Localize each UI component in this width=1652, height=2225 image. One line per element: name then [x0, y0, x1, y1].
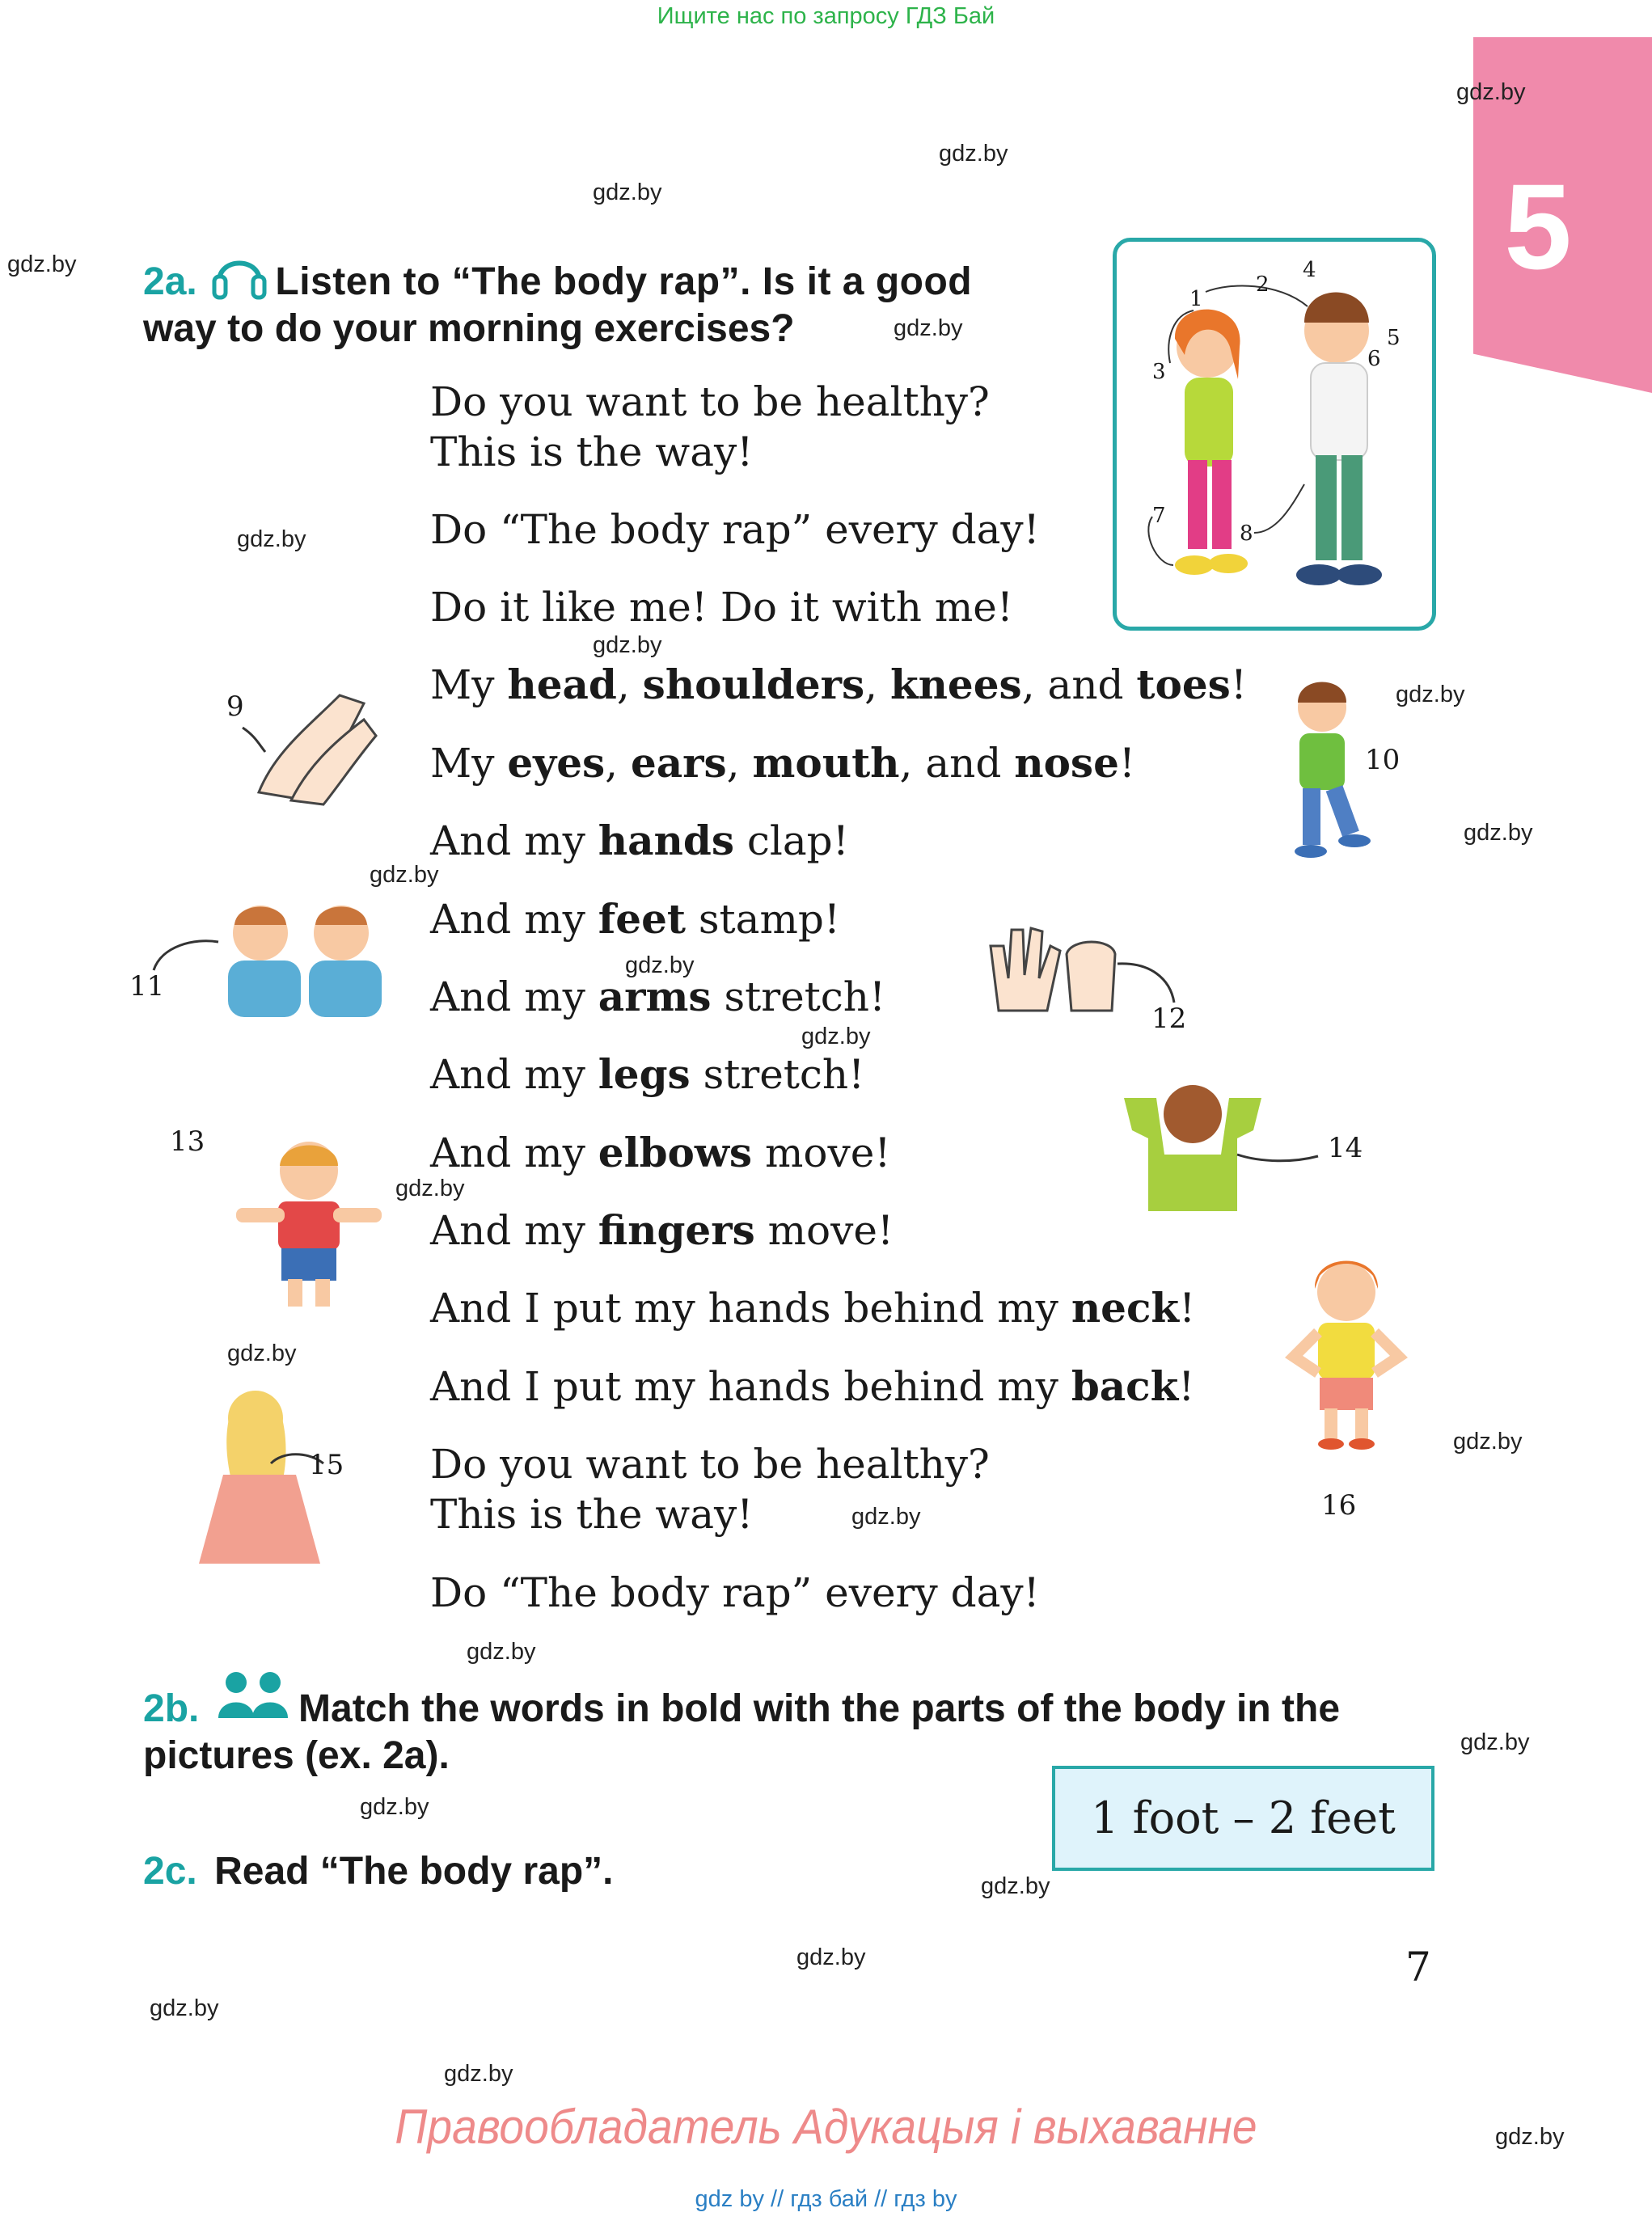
picture-number: 11	[129, 970, 165, 1003]
poem-line	[430, 377, 990, 427]
task-number: 2b.	[143, 1687, 200, 1730]
watermark: gdz.by	[1464, 820, 1533, 846]
kids-exercise-picture	[1113, 238, 1436, 631]
watermark: gdz.by	[150, 1995, 219, 2021]
poem-text: stretch!	[711, 973, 886, 1020]
task-2a-line2: way to do your morning exercises?	[143, 307, 795, 350]
poem-line	[430, 1128, 890, 1178]
poem-text: And my	[430, 973, 598, 1020]
rights-holder: Правообладатель Адукацыя і выхаванне	[395, 2100, 1257, 2154]
poem-text: This is the way!	[430, 1491, 754, 1538]
bold-body-part: shoulders	[642, 661, 865, 708]
poem-text: stretch!	[690, 1051, 865, 1098]
watermark: gdz.by	[395, 1176, 465, 1201]
bold-body-part: knees	[889, 661, 1022, 708]
pair-work-icon	[210, 1678, 288, 1726]
hand-and-fist-picture	[982, 922, 1128, 1019]
covering-ears-picture	[212, 893, 390, 1022]
watermark: gdz.by	[894, 315, 963, 341]
bold-body-part: toes	[1136, 661, 1231, 708]
poem-text: move!	[754, 1207, 894, 1254]
watermark: gdz.by	[7, 251, 77, 277]
poem-text: stamp!	[686, 896, 840, 943]
bold-body-part: eyes	[507, 739, 606, 787]
poem-text: This is the way!	[430, 429, 754, 475]
picture-number: 14	[1328, 1132, 1363, 1164]
watermark: gdz.by	[370, 862, 439, 888]
poem-text: Do it like me! Do it with me!	[430, 584, 1013, 631]
picture-number: 4	[1303, 258, 1316, 282]
poem-text: Do “The body rap” every day!	[430, 506, 1040, 553]
page-number: 7	[1405, 1944, 1431, 1991]
watermark: gdz.by	[593, 179, 662, 205]
bold-body-part: hands	[598, 817, 734, 864]
bold-body-part: fingers	[598, 1206, 755, 1254]
chapter-number: 5	[1504, 158, 1572, 294]
poem-text: And my	[430, 1207, 598, 1254]
poem-text: ,	[726, 740, 753, 787]
poem-text: My	[430, 661, 508, 708]
clapping-hands-picture	[243, 671, 388, 809]
watermark: gdz.by	[981, 1873, 1050, 1899]
poem-line	[430, 1362, 1194, 1412]
poem-text: ,	[605, 740, 631, 787]
poem-line	[430, 1049, 864, 1100]
elbows-boy-picture	[228, 1130, 390, 1316]
poem-text: , and	[899, 740, 1015, 787]
poem-line	[430, 816, 849, 866]
poem-text: And I put my hands behind my	[430, 1285, 1071, 1332]
poem-line	[430, 1489, 753, 1539]
picture-number: 9	[226, 690, 244, 723]
poem-text: And my	[430, 1051, 598, 1098]
picture-number: 6	[1367, 347, 1381, 371]
poem-text: My	[430, 740, 508, 787]
task-2a-line1: Listen to “The body rap”. Is it a good	[275, 260, 973, 303]
poem-text: And my	[430, 817, 598, 864]
bold-body-part: elbows	[598, 1129, 753, 1176]
picture-number: 16	[1321, 1489, 1357, 1522]
poem-text: ,	[616, 661, 643, 708]
arrow-icon	[1229, 1140, 1326, 1172]
picture-number: 10	[1365, 744, 1401, 776]
picture-number: 1	[1189, 287, 1203, 311]
poem-text: Do you want to be healthy?	[430, 1441, 990, 1488]
watermark: gdz.by	[360, 1794, 429, 1820]
poem-line	[430, 1439, 990, 1489]
watermark: gdz.by	[1453, 1429, 1523, 1454]
bold-body-part: nose	[1014, 739, 1119, 787]
picture-number: 15	[309, 1449, 344, 1481]
task-2c	[143, 1848, 613, 1895]
headphones-icon	[208, 252, 264, 301]
stamping-boy-picture	[1265, 675, 1379, 861]
picture-number: 2	[1256, 272, 1270, 297]
task-2c-text: Read “The body rap”.	[214, 1850, 614, 1893]
watermark: gdz.by	[237, 526, 306, 552]
poem-text: Do “The body rap” every day!	[430, 1569, 1040, 1616]
bold-body-part: back	[1071, 1362, 1179, 1410]
poem-text: !	[1230, 661, 1247, 708]
poem-line	[430, 1205, 894, 1256]
watermark: gdz.by	[1460, 1729, 1530, 1755]
bold-body-part: arms	[598, 973, 712, 1020]
poem-text: clap!	[733, 817, 849, 864]
hands-on-hips-picture	[1278, 1243, 1415, 1454]
picture-number: 13	[170, 1125, 205, 1158]
watermark: gdz.by	[939, 141, 1008, 167]
watermark: gdz.by	[1495, 2124, 1565, 2150]
watermark: gdz.by	[625, 952, 695, 978]
picture-number: 7	[1152, 504, 1166, 528]
bold-body-part: ears	[630, 739, 727, 787]
task-2a	[143, 252, 1073, 353]
picture-number: 12	[1151, 1003, 1187, 1035]
poem-line	[430, 894, 840, 944]
bottom-banner[interactable]: gdz by // гдз бай // гдз by	[695, 2186, 957, 2212]
poem-line	[430, 660, 1247, 710]
poem-text: And I put my hands behind my	[430, 1363, 1071, 1410]
top-banner[interactable]: Ищите нас по запросу ГДЗ Бай	[657, 3, 995, 29]
watermark: gdz.by	[1396, 682, 1465, 707]
poem-line	[430, 972, 885, 1022]
watermark: gdz.by	[796, 1944, 866, 1970]
watermark: gdz.by	[801, 1024, 871, 1049]
picture-number: 8	[1240, 521, 1253, 546]
poem-text: Do you want to be healthy?	[430, 378, 990, 425]
task-number: 2c.	[143, 1850, 197, 1893]
poem-line	[430, 1283, 1195, 1333]
poem-line	[430, 738, 1135, 788]
bold-body-part: legs	[598, 1050, 691, 1098]
note-box: 1 foot – 2 feet	[1052, 1766, 1434, 1871]
task-2b-line1: Match the words in bold with the parts of the body in the	[298, 1687, 1341, 1730]
poem-text: !	[1178, 1363, 1195, 1410]
poem-line	[430, 582, 1013, 632]
poem-line	[430, 1568, 1040, 1618]
poem-text: And my	[430, 1129, 598, 1176]
poem-line	[430, 505, 1040, 555]
poem-text: And my	[430, 896, 598, 943]
poem-text: !	[1118, 740, 1135, 787]
bold-body-part: mouth	[752, 739, 900, 787]
bold-body-part: head	[507, 661, 617, 708]
picture-number: 5	[1387, 326, 1401, 350]
bold-body-part: neck	[1071, 1284, 1180, 1332]
watermark: gdz.by	[851, 1504, 921, 1530]
watermark: gdz.by	[593, 632, 662, 658]
task-2b-line2: pictures (ex. 2a).	[143, 1734, 450, 1777]
watermark: gdz.by	[1456, 79, 1526, 105]
task-2b	[143, 1678, 1437, 1780]
task-number: 2a.	[143, 260, 197, 303]
picture-number: 3	[1152, 360, 1166, 384]
poem-text: , and	[1021, 661, 1137, 708]
poem-text: !	[1179, 1285, 1196, 1332]
watermark: gdz.by	[227, 1340, 297, 1366]
poem-text: ,	[864, 661, 890, 708]
poem-text: move!	[752, 1129, 891, 1176]
watermark: gdz.by	[444, 2061, 513, 2087]
watermark: gdz.by	[467, 1639, 536, 1665]
bold-body-part: feet	[598, 895, 686, 943]
poem-line	[430, 427, 753, 477]
